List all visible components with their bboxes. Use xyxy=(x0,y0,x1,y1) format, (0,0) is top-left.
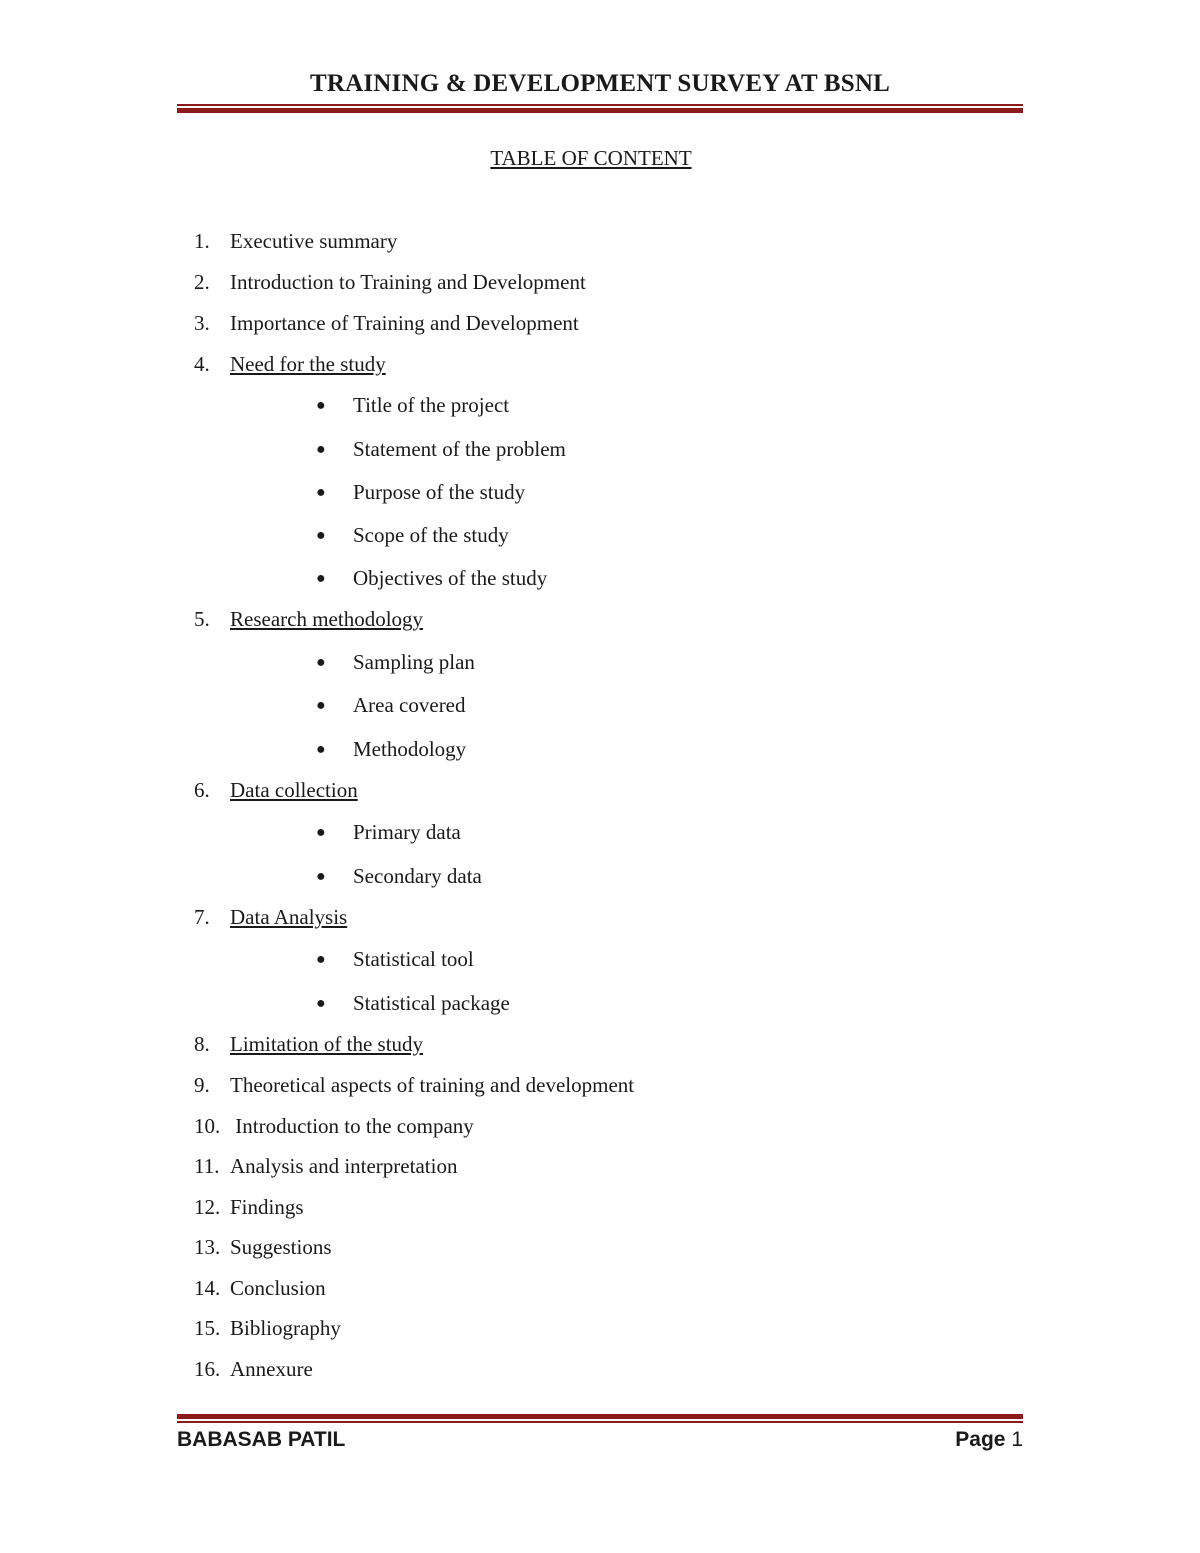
toc-subitem xyxy=(316,863,482,890)
toc-subitem-text: Statistical tool xyxy=(353,947,474,971)
toc-item-4 xyxy=(194,351,386,377)
toc-item-text: Annexure xyxy=(230,1357,313,1381)
toc-item-8 xyxy=(194,1031,423,1057)
toc-item-text: Introduction to Training and Development xyxy=(230,270,586,294)
toc-item-15 xyxy=(194,1315,341,1341)
toc-subitem xyxy=(316,522,509,549)
toc-subitem xyxy=(316,692,466,719)
toc-item-14 xyxy=(194,1275,326,1301)
header-rule xyxy=(177,104,1023,113)
bullet-icon: ● xyxy=(316,441,326,458)
toc-item-number: 8. xyxy=(194,1032,210,1056)
bullet-icon: ● xyxy=(316,995,326,1012)
bullet-icon: ● xyxy=(316,397,326,414)
toc-item-3 xyxy=(194,310,579,336)
toc-item-text: Data collection xyxy=(230,778,358,802)
bullet-icon: ● xyxy=(316,824,326,841)
bullet-icon: ● xyxy=(316,951,326,968)
toc-item-11 xyxy=(194,1153,457,1179)
toc-item-7 xyxy=(194,904,347,930)
footer-author: BABASAB PATIL xyxy=(177,1428,346,1451)
toc-item-1 xyxy=(194,228,397,254)
toc-item-16 xyxy=(194,1356,313,1382)
toc-item-number: 1. xyxy=(194,229,210,253)
toc-item-number: 15. xyxy=(194,1316,221,1340)
toc-item-number: 2. xyxy=(194,270,210,294)
footer-page-number xyxy=(955,1428,1023,1452)
toc-subitem xyxy=(316,946,474,973)
toc-item-text: Importance of Training and Development xyxy=(230,311,579,335)
toc-item-text: Bibliography xyxy=(230,1316,341,1340)
toc-item-text: Limitation of the study xyxy=(230,1032,424,1056)
toc-item-text: Conclusion xyxy=(230,1276,326,1300)
bullet-icon: ● xyxy=(316,868,326,885)
toc-item-6 xyxy=(194,777,358,803)
toc-subitem xyxy=(316,990,510,1017)
toc-subitem-text: Objectives of the study xyxy=(353,566,548,590)
toc-item-number: 16. xyxy=(194,1357,221,1381)
toc-subitem-text: Area covered xyxy=(353,693,466,717)
page-label: Page xyxy=(955,1428,1006,1451)
bullet-icon: ● xyxy=(316,741,326,758)
toc-item-number: 13. xyxy=(194,1235,221,1259)
toc-subitem xyxy=(316,819,461,846)
toc-subitem xyxy=(316,736,466,763)
page-number: 1 xyxy=(1011,1428,1023,1451)
bullet-icon: ● xyxy=(316,570,326,587)
toc-item-text: Data Analysis xyxy=(230,905,348,929)
toc-item-text: Executive summary xyxy=(230,229,398,253)
toc-subitem-text: Scope of the study xyxy=(353,523,509,547)
toc-item-2 xyxy=(194,269,586,295)
toc-subitem xyxy=(316,565,547,592)
toc-item-text: Introduction to the company xyxy=(230,1114,474,1138)
toc-item-text: Need for the study xyxy=(230,352,386,376)
toc-subitem-text: Primary data xyxy=(353,820,461,844)
toc-item-number: 7. xyxy=(194,905,210,929)
toc-item-number: 5. xyxy=(194,607,210,631)
toc-subitem xyxy=(316,392,509,419)
document-title: TRAINING & DEVELOPMENT SURVEY AT BSNL xyxy=(309,70,890,97)
toc-subitem-text: Statement of the problem xyxy=(353,437,566,461)
toc-subitem xyxy=(316,649,475,676)
toc-item-12 xyxy=(194,1194,304,1220)
toc-item-number: 9. xyxy=(194,1073,210,1097)
toc-item-text: Analysis and interpretation xyxy=(230,1154,458,1178)
toc-heading: TABLE OF CONTENT xyxy=(490,146,692,170)
toc-item-number: 14. xyxy=(194,1276,221,1300)
toc-item-number: 12. xyxy=(194,1195,221,1219)
toc-subitem-text: Title of the project xyxy=(353,393,510,417)
toc-item-text: Suggestions xyxy=(230,1235,332,1259)
toc-subitem-text: Statistical package xyxy=(353,991,510,1015)
toc-item-13 xyxy=(194,1234,332,1260)
toc-item-number: 11. xyxy=(194,1154,220,1178)
toc-subitem-text: Secondary data xyxy=(353,864,482,888)
toc-item-number: 3. xyxy=(194,311,210,335)
toc-item-9 xyxy=(194,1072,634,1098)
toc-item-text: Findings xyxy=(230,1195,304,1219)
toc-item-number: 10. xyxy=(194,1114,221,1138)
toc-subitem xyxy=(316,436,566,463)
toc-subitem xyxy=(316,479,525,506)
bullet-icon: ● xyxy=(316,697,326,714)
toc-item-text: Research methodology xyxy=(230,607,424,631)
toc-item-number: 6. xyxy=(194,778,210,802)
toc-subitem-text: Methodology xyxy=(353,737,467,761)
toc-subitem-text: Purpose of the study xyxy=(353,480,526,504)
toc-item-number: 4. xyxy=(194,352,210,376)
toc-item-text: Theoretical aspects of training and development xyxy=(230,1073,635,1097)
toc-subitem-text: Sampling plan xyxy=(353,650,475,674)
toc-item-5 xyxy=(194,606,423,632)
toc-item-10 xyxy=(194,1113,474,1139)
bullet-icon: ● xyxy=(316,484,326,501)
bullet-icon: ● xyxy=(316,527,326,544)
bullet-icon: ● xyxy=(316,654,326,671)
footer-rule xyxy=(177,1414,1023,1423)
